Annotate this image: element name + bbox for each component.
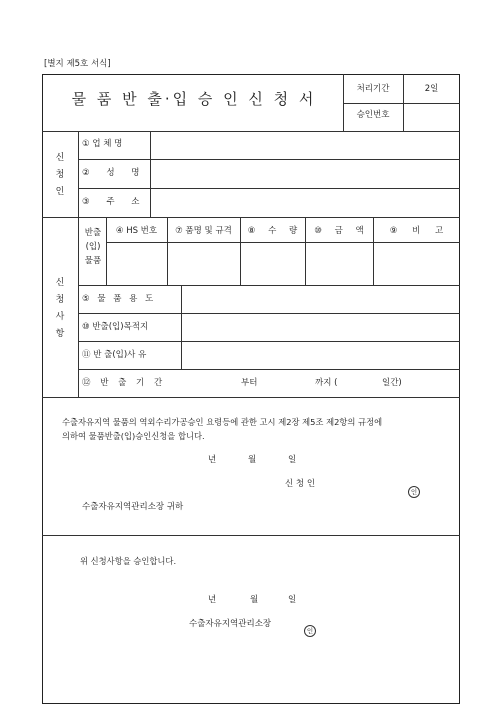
request-section-label: 신 청 사 항 bbox=[55, 278, 65, 339]
section-line bbox=[42, 535, 460, 536]
column-header-amount: ⑩ 금 액 bbox=[314, 226, 364, 236]
column-header-hs-code: ④ HS 번호 bbox=[115, 226, 158, 236]
request-divider bbox=[78, 217, 79, 397]
address-field[interactable] bbox=[151, 189, 459, 216]
person-name-label: ② 성 명 bbox=[82, 168, 140, 178]
statement-date-year: 년 bbox=[208, 455, 217, 465]
period-from-text: 부터 bbox=[241, 378, 258, 388]
purpose-field[interactable] bbox=[182, 286, 459, 312]
processing-period-value: 2일 bbox=[424, 84, 439, 94]
reason-field[interactable] bbox=[182, 342, 459, 368]
applicant-divider bbox=[78, 131, 79, 217]
approval-date-year: 년 bbox=[208, 595, 217, 605]
goods-label: 반출 (입) 물품 bbox=[84, 228, 102, 266]
amount-field[interactable] bbox=[306, 243, 372, 284]
destination-field[interactable] bbox=[182, 314, 459, 340]
purpose-label: ⑤ 물 품 용 도 bbox=[82, 294, 154, 304]
period-to-text: 까지 ( bbox=[315, 378, 338, 388]
person-name-field[interactable] bbox=[151, 160, 459, 187]
statement-date-day: 일 bbox=[288, 455, 297, 465]
column-header-item-spec: ⑦ 품명 및 규격 bbox=[175, 226, 232, 236]
period-days-text: 일간) bbox=[382, 378, 402, 388]
processing-period-label: 처리기간 bbox=[356, 84, 390, 94]
quantity-field[interactable] bbox=[241, 243, 304, 284]
row-line bbox=[78, 369, 460, 370]
form-title: 물 품 반 출·입 승 인 신 청 서 bbox=[71, 90, 317, 108]
approval-date-day: 일 bbox=[288, 595, 297, 605]
applicant-signature-label: 신 청 인 bbox=[285, 479, 316, 489]
reason-label: ⑪ 반 출(입)사 유 bbox=[82, 350, 147, 360]
company-name-field[interactable] bbox=[151, 132, 459, 158]
seal-icon: 인 bbox=[408, 486, 420, 498]
approval-number-label: 승인번호 bbox=[356, 110, 390, 120]
approval-date-month: 월 bbox=[250, 595, 259, 605]
applicant-seal bbox=[408, 479, 420, 498]
company-name-label: ① 업 체 명 bbox=[82, 139, 123, 149]
approval-number-field[interactable] bbox=[404, 104, 459, 130]
statement-date-month: 월 bbox=[248, 455, 257, 465]
column-header-remarks: ⑨ 비 고 bbox=[389, 226, 444, 236]
column-header-quantity: ⑧ 수 량 bbox=[247, 226, 298, 236]
statement-line-1: 수출자유지역 물품의 역외수리가공승인 요령등에 관한 고시 제2장 제5조 제2항의 규정에 bbox=[62, 417, 383, 427]
item-spec-field[interactable] bbox=[168, 243, 239, 284]
section-line bbox=[42, 217, 460, 218]
period-label: ⑫ 반 출 기 간 bbox=[82, 378, 163, 388]
address-label: ③ 주 소 bbox=[82, 197, 140, 207]
authority-seal bbox=[304, 618, 316, 637]
applicant-section-label: 신 청 인 bbox=[55, 153, 65, 197]
approval-authority: 수출자유지역관리소장 bbox=[189, 619, 272, 629]
form-number: [별지 제5호 서식] bbox=[44, 59, 111, 69]
destination-label: ⑩ 반출(입)목적지 bbox=[82, 322, 149, 332]
remarks-field[interactable] bbox=[374, 243, 459, 284]
addressee: 수출자유지역관리소장 귀하 bbox=[82, 502, 184, 512]
seal-icon: 인 bbox=[304, 625, 316, 637]
hs-code-field[interactable] bbox=[107, 243, 166, 284]
statement-line-2: 의하여 물품반출(입)승인신청을 합니다. bbox=[62, 431, 205, 441]
section-line bbox=[42, 397, 460, 398]
approval-text: 위 신청사항을 승인합니다. bbox=[80, 556, 177, 566]
